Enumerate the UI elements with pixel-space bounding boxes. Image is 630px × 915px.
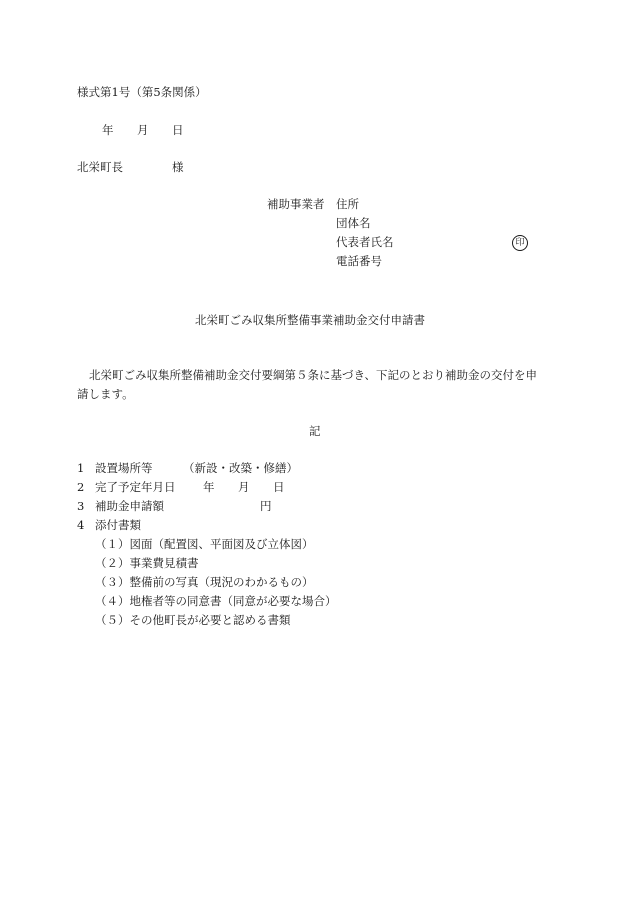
body-line-1: 北栄町ごみ収集所整備補助金交付要綱第５条に基づき、下記のとおり補助金の交付を申	[89, 368, 538, 382]
completion-month: 月	[238, 480, 250, 494]
document-title: 北栄町ごみ収集所整備事業補助金交付申請書	[195, 313, 425, 327]
addressee-honorific: 様	[172, 160, 184, 174]
addressee-name: 北栄町長	[77, 160, 123, 174]
item-number: 1	[77, 461, 85, 475]
date-day: 日	[172, 123, 184, 137]
item-number: 2	[77, 480, 85, 494]
amount-unit: 円	[260, 499, 272, 513]
representative-label: 代表者氏名	[336, 235, 394, 249]
applicant-label: 補助事業者	[267, 197, 325, 211]
organization-label: 団体名	[336, 216, 371, 230]
construction-type-options: （新設・改築・修繕）	[183, 461, 298, 475]
item-label: 補助金申請額	[95, 499, 164, 513]
date-month: 月	[137, 123, 149, 137]
attachment-item: （２）事業費見積書	[95, 556, 199, 570]
form-number: 様式第1号（第5条関係）	[77, 85, 207, 99]
attachment-item: （４）地権者等の同意書（同意が必要な場合）	[95, 594, 337, 608]
address-label: 住所	[336, 197, 359, 211]
item-number: 3	[77, 499, 85, 513]
completion-year: 年	[203, 480, 215, 494]
item-number: 4	[77, 518, 85, 532]
phone-label: 電話番号	[336, 254, 382, 268]
body-line-2: 請します。	[77, 387, 134, 401]
date-year: 年	[102, 123, 114, 137]
attachment-item: （３）整備前の写真（現況のわかるもの）	[95, 575, 314, 589]
seal-mark: 印	[512, 235, 528, 251]
attachment-item: （５）その他町長が必要と認める書類	[95, 613, 291, 627]
item-label: 添付書類	[95, 518, 141, 532]
ki-heading: 記	[309, 424, 321, 438]
item-label: 完了予定年月日	[95, 480, 176, 494]
completion-day: 日	[273, 480, 285, 494]
attachment-item: （１）図面（配置図、平面図及び立体図）	[95, 537, 314, 551]
item-label: 設置場所等	[95, 461, 153, 475]
